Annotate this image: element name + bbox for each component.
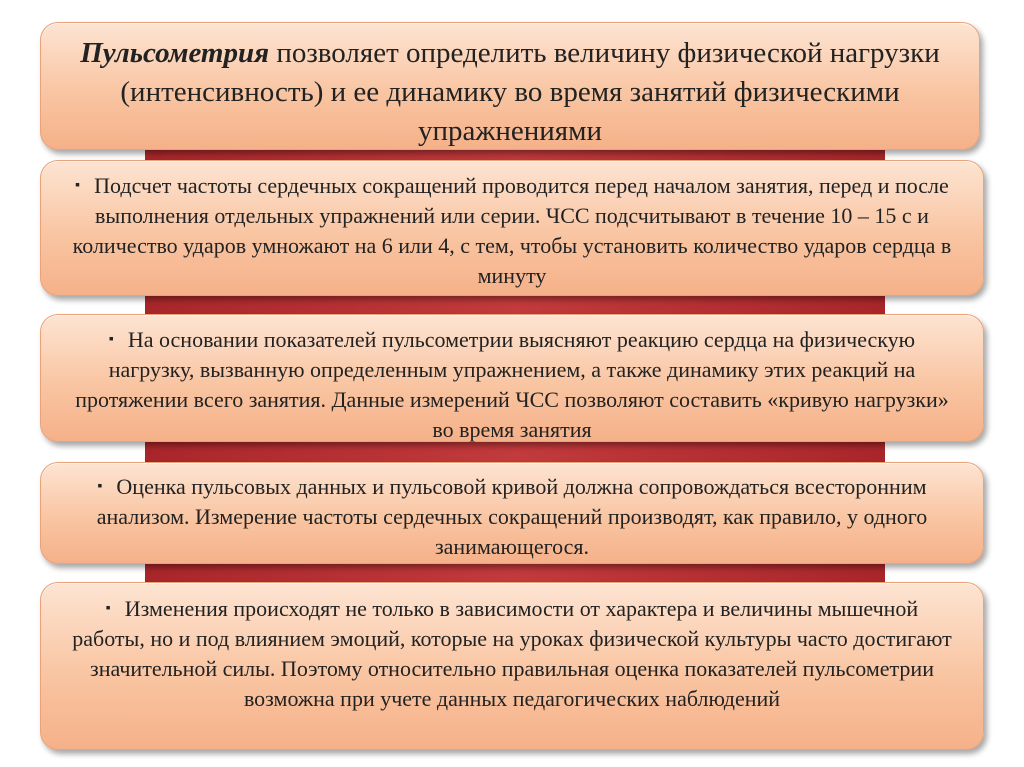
info-box-2-text	[71, 325, 953, 445]
info-box-4-label: Изменения происходят не только в зависимости от характера и величины мышечной работы, но и под влиянием эмоций, которые на уроках физической культуры часто достигают значительной силы. Поэтому относительно правильная оценка показателей пульсометрии возможна при учете данных педагогических наблюдений	[72, 596, 952, 711]
title-text: позволяет определить величину физической нагрузки (интенсивность) и ее динамику во время занятий физическими упражнениями	[120, 37, 940, 147]
info-box-1-text	[71, 171, 953, 291]
info-box-1	[40, 160, 984, 296]
square-bullet-icon: ▪	[75, 178, 81, 193]
title-box	[40, 22, 980, 150]
square-bullet-icon: ▪	[105, 601, 111, 616]
info-box-3-text	[71, 472, 953, 562]
info-box-3-label: Оценка пульсовых данных и пульсовой кривой должна сопровождаться всесторонним анализом. Измерение частоты сердечных сокращений производят, как правило, у одного занимающегося.	[96, 474, 928, 559]
title-emphasis: Пульсометрия	[80, 37, 270, 69]
square-bullet-icon: ▪	[97, 479, 103, 494]
info-box-4	[40, 582, 984, 750]
info-box-2-label: На основании показателей пульсометрии выясняют реакцию сердца на физическую нагрузку, вызванную определенным упражнением, а также динамику этих реакций на протяжении всего занятия. Данные измерений ЧСС позволяют составить «кривую нагрузки» во время занятия	[75, 327, 949, 442]
info-box-2	[40, 314, 984, 442]
info-box-1-label: Подсчет частоты сердечных сокращений проводится перед началом занятия, перед и после выполнения отдельных упражнений или серии. ЧСС подсчитывают в течение 10 – 15 с и количество ударов умножают на 6 или 4, с тем, чтобы установить количество ударов сердца в минуту	[72, 173, 952, 288]
info-box-3	[40, 462, 984, 564]
info-box-4-text	[71, 594, 953, 714]
square-bullet-icon: ▪	[108, 332, 114, 347]
